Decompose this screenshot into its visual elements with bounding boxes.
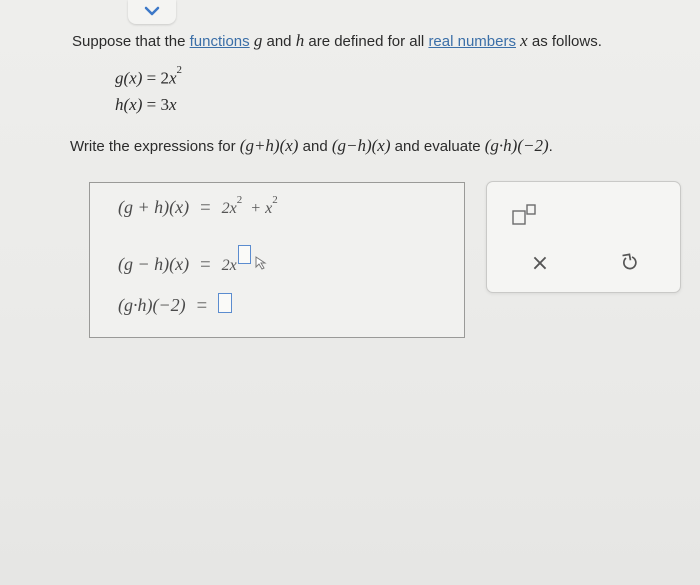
math-toolbar bbox=[486, 181, 681, 293]
equals-sign: = bbox=[196, 295, 208, 315]
def-eq: = 2 bbox=[142, 68, 169, 88]
undo-button[interactable] bbox=[614, 248, 644, 278]
answer-term: 2x bbox=[221, 200, 237, 217]
collapse-toggle[interactable] bbox=[128, 0, 176, 24]
question-part: and bbox=[298, 138, 332, 155]
sum-answer-input[interactable] bbox=[221, 193, 278, 217]
def-eq: = 3 bbox=[142, 95, 169, 114]
prompt-text: Suppose that the bbox=[72, 33, 190, 50]
answer-row-product bbox=[118, 293, 232, 316]
answer-exponent: 2 bbox=[272, 193, 278, 206]
functions-link[interactable]: functions bbox=[189, 33, 250, 50]
var-x: x bbox=[520, 31, 528, 50]
exponent-blank[interactable] bbox=[238, 245, 251, 264]
expr-difference: (g−h)(x) bbox=[331, 136, 391, 155]
clear-x-icon: × bbox=[530, 250, 550, 276]
equals-sign: = bbox=[200, 197, 211, 217]
def-arg: (x) bbox=[123, 68, 143, 88]
answer-row-difference bbox=[118, 245, 271, 275]
question-part: Write the expressions for bbox=[70, 138, 240, 155]
chevron-down-icon bbox=[144, 3, 160, 21]
var-g: g bbox=[253, 31, 263, 50]
row-label: (g − h)(x) bbox=[118, 254, 190, 274]
answer-area bbox=[89, 182, 465, 338]
answer-exponent: 2 bbox=[236, 193, 243, 206]
def-var: x bbox=[168, 95, 177, 114]
question-text bbox=[70, 136, 553, 156]
def-fn: h bbox=[115, 95, 124, 114]
h-definition bbox=[115, 95, 177, 115]
row-label: (g·h)(−2) bbox=[118, 295, 186, 315]
answer-term: + x bbox=[250, 200, 273, 217]
var-h: h bbox=[295, 31, 305, 50]
equals-sign: = bbox=[200, 254, 211, 274]
g-definition bbox=[115, 64, 183, 89]
prompt-text: and bbox=[262, 33, 296, 50]
clear-button[interactable] bbox=[525, 248, 555, 278]
expr-product: (g·h)(−2) bbox=[484, 136, 549, 155]
real-numbers-link[interactable]: real numbers bbox=[428, 33, 516, 50]
prompt-text: are defined for all bbox=[304, 33, 429, 50]
product-answer-input[interactable] bbox=[218, 293, 232, 313]
row-label: (g + h)(x) bbox=[118, 197, 190, 217]
exponent-template-button[interactable] bbox=[507, 200, 541, 230]
answer-term: 2x bbox=[221, 257, 237, 274]
difference-answer-input[interactable] bbox=[222, 257, 271, 274]
question-part: and evaluate bbox=[390, 138, 485, 155]
expr-sum: (g+h)(x) bbox=[239, 136, 299, 155]
exponent-template-icon bbox=[511, 204, 537, 226]
answer-row-sum bbox=[118, 193, 278, 218]
def-arg: (x) bbox=[123, 95, 143, 114]
cursor-pointer-icon bbox=[255, 256, 271, 270]
question-part: . bbox=[548, 138, 553, 155]
def-exponent: 2 bbox=[176, 64, 183, 76]
def-var: x bbox=[168, 68, 177, 88]
def-fn: g bbox=[115, 68, 124, 88]
undo-icon bbox=[620, 253, 638, 273]
prompt-text: as follows. bbox=[527, 33, 602, 50]
problem-statement bbox=[72, 31, 602, 51]
